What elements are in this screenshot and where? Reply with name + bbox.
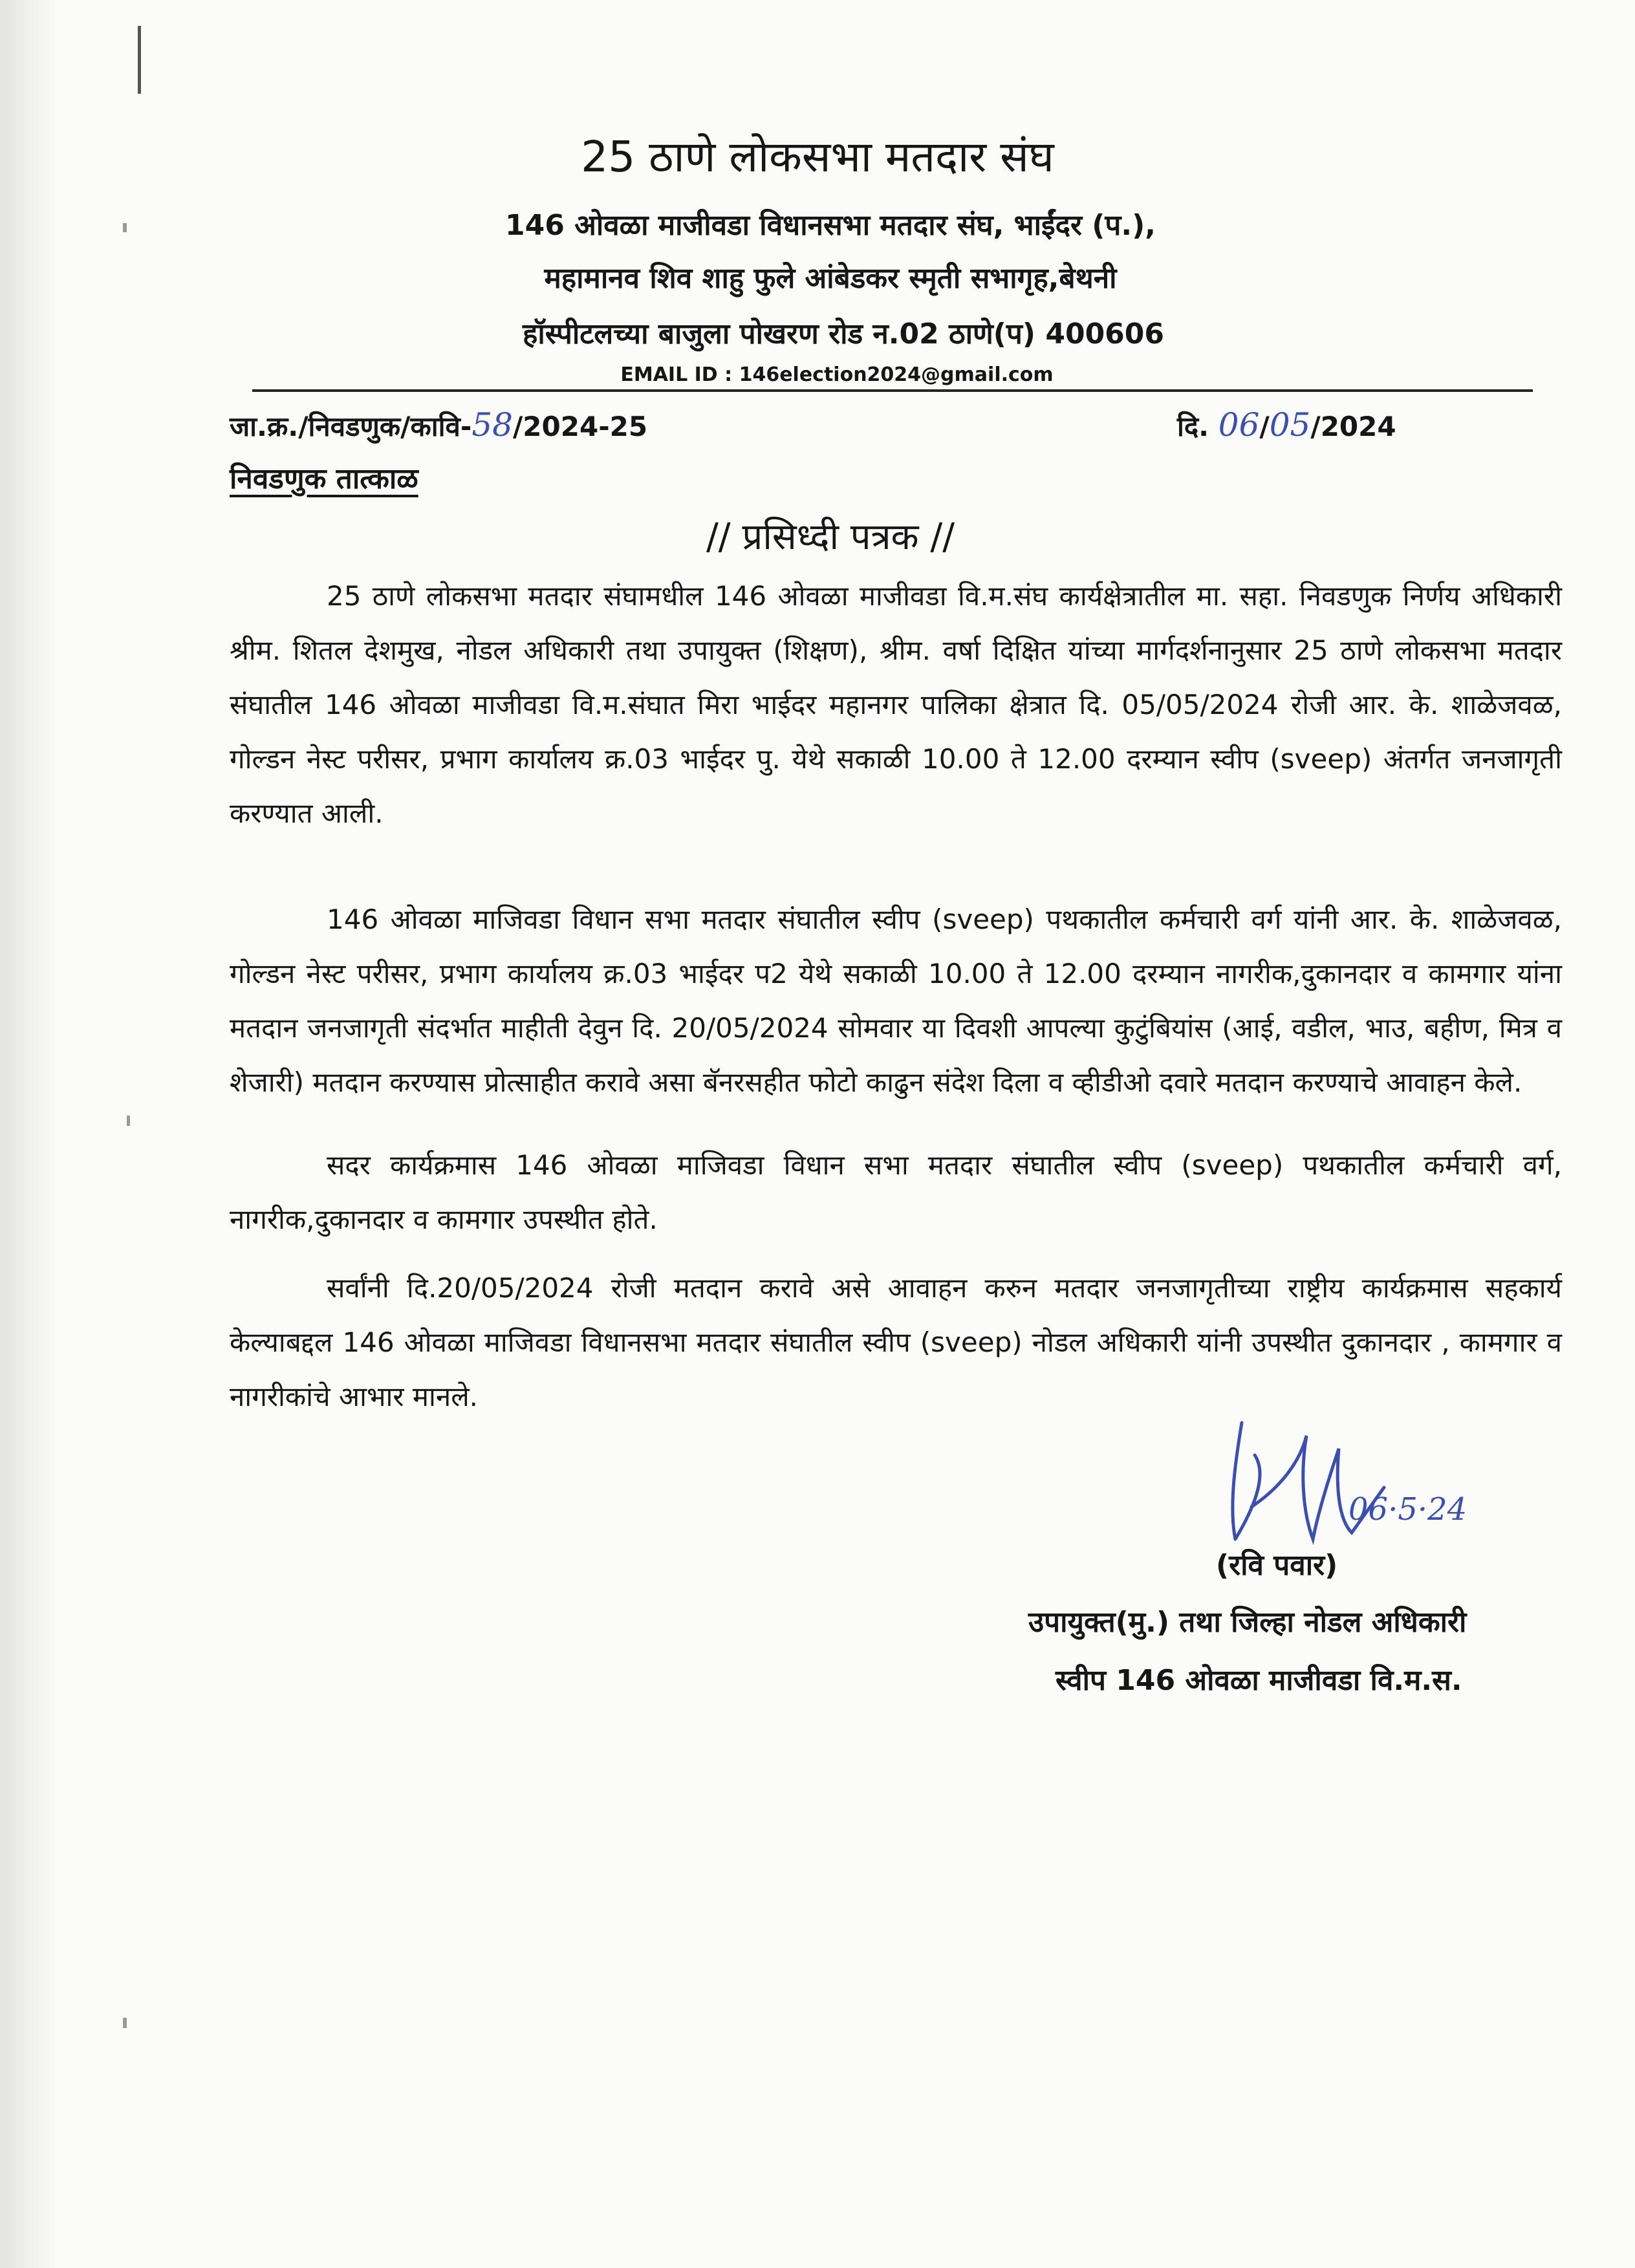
body-paragraph-2 [230, 892, 1562, 1110]
punch-mark [138, 26, 141, 94]
body-paragraph-1 [230, 569, 1562, 841]
reference-number [230, 406, 647, 444]
address-line-1: 146 ओवळा माजीवडा विधानसभा मतदार संघ, भाईंदर (प.), [505, 209, 1156, 242]
address-line-3: हॉस्पीटलच्या बाजुला पोखरण रोड न.02 ठाणे(प) 400606 [522, 318, 1165, 351]
paragraph-text: 146 ओवळा माजिवडा विधान सभा मतदार संघातील स्वीप (sveep) पथकातील कर्मचारी वर्ग यांनी आर. के. शाळेजवळ, गोल्डन नेस्ट परीसर, प्रभाग कार्यालय क्र.03 भाईदर प2 येथे सकाळी 10.00 ते 12.00 दरम्यान नागरीक,दुकानदार व कामगार यांना मतदान जनजागृती संदर्भात माहीती देवुन दि. 20/05/2024 सोमवार या दिवशी आपल्या कुटुंबियांस (आई, वडील, भाउ, बहीण, मित्र व शेजारी) मतदान करण्यास प्रोत्साहीत करावे असा बॅनरसहीत फोटो काढुन संदेश दिला व व्हीडीओ दवारे मतदान करण्याचे आवाहन केले. [230, 903, 1562, 1098]
body-paragraph-4 [230, 1261, 1562, 1424]
svg-text:06·5·24: 06·5·24 [1348, 1491, 1467, 1528]
constituency-title: 25 ठाणे लोकसभा मतदार संघ [581, 132, 1054, 182]
email-line: EMAIL ID : 146election2024@gmail.com [620, 363, 1054, 386]
document-date [1177, 406, 1396, 444]
signatory-name: (रवि पवार) [1216, 1549, 1338, 1582]
signatory-designation: उपायुक्त(मु.) तथा जिल्हा नोडल अधिकारी [1028, 1606, 1467, 1639]
scan-speck [127, 1116, 130, 1126]
signatory-office: स्वीप 146 ओवळा माजीवडा वि.म.स. [1056, 1664, 1462, 1697]
reference-handwritten-number: 58 [471, 406, 513, 444]
date-separator: / [1259, 411, 1270, 442]
date-handwritten-day: 06 [1218, 406, 1260, 444]
body-paragraph-3 [230, 1138, 1562, 1247]
reference-suffix: /2024-25 [512, 411, 648, 442]
paragraph-text: सदर कार्यक्रमास 146 ओवळा माजिवडा विधान सभा मतदार संघातील स्वीप (sveep) पथकातील कर्मचारी वर्ग, नागरीक,दुकानदार व कामगार उपस्थीत होते. [230, 1149, 1562, 1235]
scan-speck [123, 2018, 127, 2028]
paragraph-text: सर्वांनी दि.20/05/2024 रोजी मतदान करावे असे आवाहन करुन मतदार जनजागृतीच्या राष्ट्रीय कार्यक्रमास सहकार्य केल्याबद्दल 146 ओवळा माजिवडा विधानसभा मतदार संघातील स्वीप (sveep) नोडल अधिकारी यांनी उपस्थीत दुकानदार , कामगार व नागरीकांचे आभार मानले. [230, 1272, 1562, 1412]
date-handwritten-month: 05 [1269, 406, 1311, 444]
date-prefix: दि. [1177, 411, 1209, 442]
urgent-label: निवडणुक तात्काळ [230, 462, 418, 495]
reference-prefix: जा.क्र./निवडणुक/कावि- [230, 411, 472, 442]
address-line-2: महामानव शिव शाहु फुले आंबेडकर स्मृती सभागृह,बेथनी [544, 262, 1117, 295]
header-divider [252, 389, 1533, 392]
paragraph-text: 25 ठाणे लोकसभा मतदार संघामधील 146 ओवळा माजीवडा वि.म.संघ कार्यक्षेत्रातील मा. सहा. निवडणुक निर्णय अधिकारी श्रीम. शितल देशमुख, नोडल अधिकारी तथा उपायुक्त (शिक्षण), श्रीम. वर्षा दिक्षित यांच्या मार्गदर्शनानुसार 25 ठाणे लोकसभा मतदार संघातील 146 ओवळा माजीवडा वि.म.संघात मिरा भाईदर महानगर पालिका क्षेत्रात दि. 05/05/2024 रोजी आर. के. शाळेजवळ, गोल्डन नेस्ट परीसर, प्रभाग कार्यालय क्र.03 भाईदर पु. येथे सकाळी 10.00 ते 12.00 दरम्यान स्वीप (sveep) अंतर्गत जनजागृती करण्यात आली. [230, 580, 1562, 829]
handwritten-signature [1216, 1410, 1513, 1559]
date-suffix: /2024 [1310, 411, 1396, 442]
press-release-heading: // प्रसिध्दी पत्रक // [706, 516, 955, 558]
